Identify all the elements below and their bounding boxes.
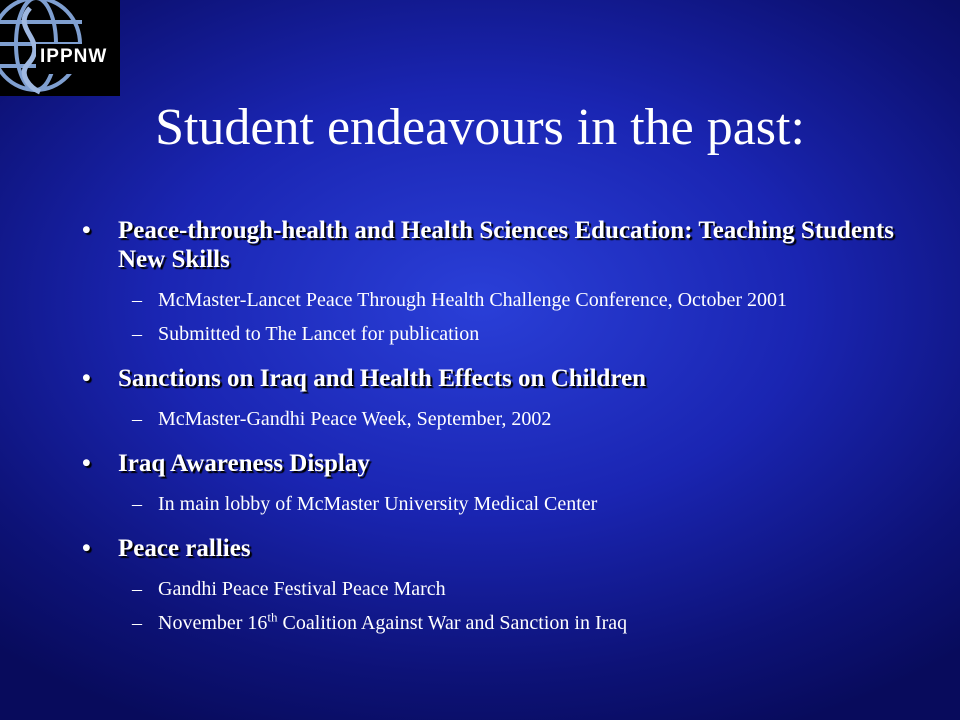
dash-icon: – — [132, 289, 142, 311]
sub-text-superscript: th — [267, 609, 278, 625]
sub-text-before: November 16 — [158, 612, 268, 634]
bullet-text: Peace rallies — [118, 535, 251, 562]
dash-icon: – — [132, 493, 142, 515]
sub-text: McMaster-Gandhi Peace Week, September, 2002 — [158, 408, 552, 430]
bullet-item — [82, 364, 902, 393]
sub-item — [82, 492, 902, 516]
sub-text: In main lobby of McMaster University Medical Center — [158, 493, 598, 515]
logo-text: IPPNW — [40, 46, 108, 67]
sub-item — [82, 322, 902, 346]
dash-icon: – — [132, 323, 142, 345]
dash-icon: – — [132, 612, 142, 634]
sub-text-after: Coalition Against War and Sanction in Iraq — [277, 612, 628, 634]
sub-item — [82, 407, 902, 431]
bullet-icon: • — [82, 535, 91, 562]
dash-icon: – — [132, 408, 142, 430]
sub-text: Submitted to The Lancet for publication — [158, 323, 480, 345]
bullet-item — [82, 216, 902, 274]
slide-title: Student endeavours in the past: — [155, 99, 805, 156]
bullet-icon: • — [82, 450, 91, 477]
sub-item — [82, 288, 902, 312]
sub-item — [82, 577, 902, 601]
bullet-item — [82, 534, 902, 563]
bullet-icon: • — [82, 365, 91, 392]
ippnw-logo — [0, 0, 120, 96]
sub-text: McMaster-Lancet Peace Through Health Challenge Conference, October 2001 — [158, 289, 787, 311]
sub-text: Gandhi Peace Festival Peace March — [158, 578, 446, 600]
bullet-text: Iraq Awareness Display — [118, 450, 370, 477]
dash-icon: – — [132, 578, 142, 600]
bullet-icon: • — [82, 217, 91, 244]
bullet-text: Peace-through-health and Health Sciences Education: Teaching Students New Skills — [118, 217, 895, 273]
bullet-item — [82, 449, 902, 478]
bullet-text: Sanctions on Iraq and Health Effects on Children — [118, 365, 647, 392]
sub-item — [82, 611, 902, 635]
bullet-list — [82, 216, 902, 635]
